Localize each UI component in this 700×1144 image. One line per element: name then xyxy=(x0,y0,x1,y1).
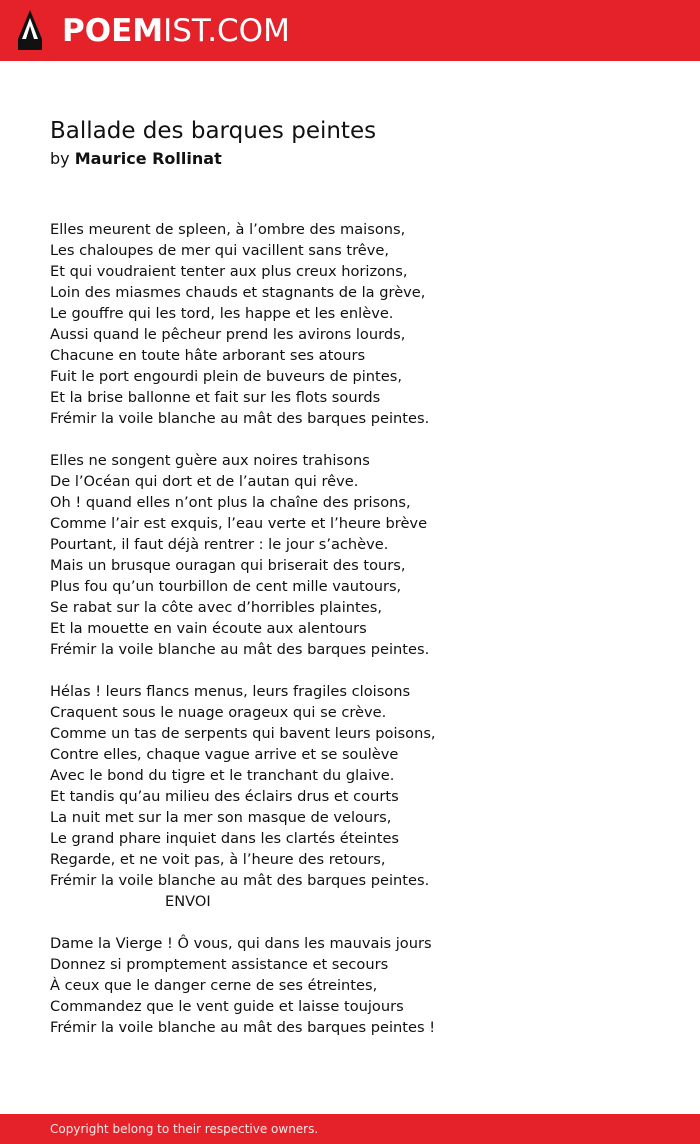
poem-line: Comme l’air est exquis, l’eau verte et l’heure brève xyxy=(50,515,428,532)
poem-line: Frémir la voile blanche au mât des barques peintes ! xyxy=(50,1019,436,1036)
poem-line: Le gouffre qui les tord, les happe et les enlève. xyxy=(50,305,394,322)
poem-line: Et tandis qu’au milieu des éclairs drus et courts xyxy=(50,788,399,805)
stanza-gap xyxy=(50,912,650,933)
poem-line: Avec le bond du tigre et le tranchant du glaive. xyxy=(50,767,395,784)
poem-line: Loin des miasmes chauds et stagnants de la grève, xyxy=(50,284,426,301)
stanza-1 xyxy=(50,219,650,429)
poem-line: Et la mouette en vain écoute aux alentours xyxy=(50,620,367,637)
stanza-gap xyxy=(50,429,650,450)
stanza-3 xyxy=(50,681,650,891)
poem-line: Hélas ! leurs flancs menus, leurs fragiles cloisons xyxy=(50,683,411,700)
poem-line: Fuit le port engourdi plein de buveurs de pintes, xyxy=(50,368,402,385)
poem-body xyxy=(50,219,650,1038)
pen-nib-icon[interactable] xyxy=(17,9,43,51)
poem-line: Se rabat sur la côte avec d’horribles plaintes, xyxy=(50,599,382,616)
logo-light-text: IST.COM xyxy=(163,13,290,49)
author-name[interactable]: Maurice Rollinat xyxy=(74,149,222,168)
poem-line: Et la brise ballonne et fait sur les flots sourds xyxy=(50,389,381,406)
poem-line: Contre elles, chaque vague arrive et se soulève xyxy=(50,746,399,763)
poem-line: Aussi quand le pêcheur prend les avirons lourds, xyxy=(50,326,406,343)
poem-title: Ballade des barques peintes xyxy=(50,118,377,144)
poem-line: Pourtant, il faut déjà rentrer : le jour s’achève. xyxy=(50,536,389,553)
poem-line: La nuit met sur la mer son masque de velours, xyxy=(50,809,392,826)
poem-line: Donnez si promptement assistance et secours xyxy=(50,956,389,973)
poem-line: Elles ne songent guère aux noires trahisons xyxy=(50,452,370,469)
poem-line: Craquent sous le nuage orageux qui se crève. xyxy=(50,704,387,721)
poem-line: Comme un tas de serpents qui bavent leurs poisons, xyxy=(50,725,436,742)
stanza-gap xyxy=(50,660,650,681)
site-footer xyxy=(0,1114,700,1144)
poem-line: Frémir la voile blanche au mât des barques peintes. xyxy=(50,641,430,658)
poem-line: Les chaloupes de mer qui vacillent sans trêve, xyxy=(50,242,389,259)
poem-line: Commandez que le vent guide et laisse toujours xyxy=(50,998,404,1015)
envoi-heading: ENVOI xyxy=(165,893,211,910)
site-header xyxy=(0,0,700,61)
poem-line: Oh ! quand elles n’ont plus la chaîne des prisons, xyxy=(50,494,411,511)
poem-line: Plus fou qu’un tourbillon de cent mille vautours, xyxy=(50,578,402,595)
poem-line: Et qui voudraient tenter aux plus creux horizons, xyxy=(50,263,408,280)
site-logo[interactable] xyxy=(62,11,290,51)
poem-line: Frémir la voile blanche au mât des barques peintes. xyxy=(50,872,430,889)
poem-line: Elles meurent de spleen, à l’ombre des maisons, xyxy=(50,221,406,238)
poem-byline xyxy=(50,148,222,170)
poem-line: Mais un brusque ouragan qui briserait des tours, xyxy=(50,557,406,574)
copyright-text: Copyright belong to their respective owners. xyxy=(50,1122,319,1136)
poem-line: À ceux que le danger cerne de ses étreintes, xyxy=(50,977,378,994)
envoi-stanza xyxy=(50,933,650,1038)
poem-line: Dame la Vierge ! Ô vous, qui dans les mauvais jours xyxy=(50,935,432,952)
stanza-2 xyxy=(50,450,650,660)
by-label: by xyxy=(50,149,70,168)
logo-bold-text: POEM xyxy=(62,13,164,49)
poem-line: Frémir la voile blanche au mât des barques peintes. xyxy=(50,410,430,427)
poem-line: Regarde, et ne voit pas, à l’heure des retours, xyxy=(50,851,386,868)
poem-line: Le grand phare inquiet dans les clartés éteintes xyxy=(50,830,400,847)
poem-line: De l’Océan qui dort et de l’autan qui rêve. xyxy=(50,473,359,490)
poem-line: Chacune en toute hâte arborant ses atours xyxy=(50,347,366,364)
